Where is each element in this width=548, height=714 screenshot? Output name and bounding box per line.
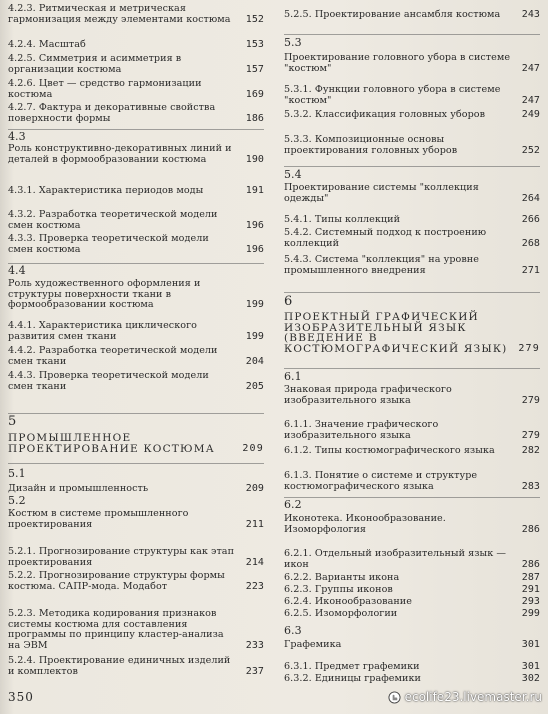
toc-page-number: 196 <box>245 243 264 255</box>
toc-entry-text: 4.4.1. Характеристика циклического развития смен ткани <box>8 320 197 342</box>
toc-page-number: 205 <box>245 380 264 392</box>
toc-entry <box>284 674 540 685</box>
toc-entry-text: 5.4.1. Типы коллекций <box>284 214 401 225</box>
toc-entry <box>8 656 264 677</box>
toc-page-number: 291 <box>521 584 540 595</box>
toc-entry-text: 6.1.3. Понятие о системе и структуре костюмографического языка <box>284 470 478 492</box>
toc-page-number: 247 <box>521 94 540 106</box>
toc-entry-text: Роль конструктивно-декоративных линий и деталей в формообразовании костюма <box>8 143 232 165</box>
toc-page-number: 249 <box>521 109 540 120</box>
section-number: 4.4 <box>8 264 26 277</box>
toc-entry <box>284 471 540 492</box>
toc-entry <box>8 79 264 100</box>
toc-entry-text: Графемика <box>284 639 342 650</box>
toc-page-number: 299 <box>521 608 540 619</box>
toc-entry-text: 4.2.6. Цвет — средство гармонизации костюма <box>8 78 202 100</box>
toc-entry <box>284 420 540 441</box>
toc-entry <box>284 549 540 570</box>
watermark-hand-icon <box>388 691 401 704</box>
toc-page-number: 268 <box>521 237 540 249</box>
section-heading <box>8 484 264 495</box>
toc-page-number: 211 <box>245 518 264 530</box>
toc-page-number: 279 <box>521 429 540 441</box>
section-rule <box>8 463 264 464</box>
toc-entry-text: 4.3.3. Проверка теоретической модели смен костюма <box>8 233 209 255</box>
toc-page-number: 214 <box>245 556 264 568</box>
toc-page-number: 266 <box>521 214 540 225</box>
toc-entry <box>284 446 540 457</box>
toc-page-number: 233 <box>245 639 264 651</box>
toc-page-number: 186 <box>245 112 264 124</box>
toc-entry <box>284 255 540 276</box>
chapter-rule <box>8 413 264 414</box>
toc-entry-text: 6.2.5. Изоморфологии <box>284 608 398 619</box>
toc-entry-text: 6.2.1. Отдельный изобразительный язык — икон <box>284 548 507 570</box>
toc-page-number: 196 <box>245 219 264 231</box>
toc-page-number: 283 <box>521 480 540 492</box>
section-heading <box>284 183 540 204</box>
toc-entry-text: 5.2.4. Проектирование единичных изделий и комплектов <box>8 655 231 677</box>
toc-entry <box>8 547 264 568</box>
toc-entry <box>8 103 264 124</box>
section-number: 5.1 <box>8 467 26 480</box>
toc-entry-text: 6.3.2. Единицы графемики <box>284 673 421 684</box>
watermark-text: ecolife23.livemaster.ru <box>404 690 542 704</box>
toc-entry-text: 5.3.2. Классификация головных уборов <box>284 109 486 120</box>
toc-entry-text: 5.2.1. Прогнозирование структуры как этап проектирования <box>8 546 235 568</box>
toc-entry <box>8 609 264 651</box>
toc-entry-text: ПРОЕКТНЫЙ ГРАФИЧЕСКИЙ ИЗОБРАЗИТЕЛЬНЫЙ ЯЗЫК (ВВЕДЕНИЕ В КОСТЮМОГРАФИЧЕСКИЙ ЯЗЫК) <box>284 311 508 355</box>
section-number: 5.3 <box>284 36 302 49</box>
watermark <box>388 690 542 704</box>
toc-page-number: 247 <box>521 62 540 74</box>
chapter-rule <box>284 292 540 293</box>
toc-page-number: 301 <box>521 639 540 650</box>
toc-entry-text: 4.4.2. Разработка теоретической модели смен ткани <box>8 345 218 367</box>
toc-entry <box>8 186 264 197</box>
section-rule <box>284 34 540 35</box>
toc-entry-text: Знаковая природа графического изобразительного языка <box>284 384 452 406</box>
toc-entry-text: Роль художественного оформления и структуры поверхности ткани в формообразовании костюма <box>8 278 201 310</box>
chapter-number: 5 <box>8 414 17 429</box>
toc-entry <box>284 110 540 121</box>
toc-page-number: 293 <box>521 596 540 607</box>
toc-entry-text: 4.2.4. Масштаб <box>8 39 86 50</box>
toc-entry <box>284 662 540 673</box>
section-rule <box>8 263 264 264</box>
toc-page-number: 152 <box>245 13 264 25</box>
toc-entry <box>8 234 264 255</box>
section-rule <box>284 166 540 167</box>
toc-page-number: 243 <box>521 9 540 20</box>
toc-page-number: 287 <box>521 572 540 583</box>
toc-entry <box>8 321 264 342</box>
toc-entry <box>284 597 540 608</box>
toc-page-number: 279 <box>518 342 540 354</box>
section-number: 6.3 <box>284 624 302 637</box>
toc-entry <box>284 215 540 226</box>
toc-entry <box>284 585 540 596</box>
section-heading <box>284 514 540 535</box>
toc-entry <box>284 609 540 620</box>
toc-entry-text: Дизайн и промышленность <box>8 483 149 494</box>
toc-entry-text: 4.3.2. Разработка теоретической модели смен костюма <box>8 209 218 231</box>
toc-page-number: 279 <box>521 394 540 406</box>
toc-entry <box>8 371 264 392</box>
section-heading <box>284 640 540 651</box>
toc-page-number: 282 <box>521 445 540 456</box>
chapter-title <box>284 312 540 354</box>
toc-page-number: 169 <box>245 88 264 100</box>
toc-page-number: 237 <box>245 665 264 677</box>
section-heading <box>284 53 540 74</box>
toc-entry-text: 5.4.2. Системный подход к построению коллекций <box>284 227 487 249</box>
toc-entry-text: Костюм в системе промышленного проектирования <box>8 508 189 530</box>
section-number: 4.3 <box>8 130 26 143</box>
toc-page-number: 209 <box>242 442 264 454</box>
section-rule <box>284 497 540 498</box>
toc-entry <box>284 573 540 584</box>
toc-entry-text: 5.4.3. Система "коллекция" на уровне промышленного внедрения <box>284 254 479 276</box>
toc-entry <box>284 135 540 156</box>
toc-entry <box>8 571 264 592</box>
section-heading <box>284 385 540 406</box>
toc-page-number: 264 <box>521 192 540 204</box>
toc-entry-text: 5.3.3. Композиционные основы проектирования головных уборов <box>284 134 458 156</box>
toc-entry-text: 6.2.2. Варианты икона <box>284 572 400 583</box>
toc-entry-text: Проектирование головного убора в системе "костюм" <box>284 52 511 74</box>
toc-entry <box>284 85 540 106</box>
toc-entry-text: 4.2.7. Фактура и декоративные свойства поверхности формы <box>8 102 216 124</box>
toc-page-number: 301 <box>521 661 540 672</box>
toc-page-number: 286 <box>521 558 540 570</box>
section-heading <box>8 279 264 311</box>
toc-entry <box>8 4 264 25</box>
toc-page-number: 204 <box>245 355 264 367</box>
toc-entry <box>284 228 540 249</box>
toc-entry-text: 6.2.3. Группы иконов <box>284 584 393 595</box>
toc-entry-text: 6.3.1. Предмет графемики <box>284 661 420 672</box>
toc-entry-text: 6.2.4. Иконообразование <box>284 596 412 607</box>
toc-page-number: 199 <box>245 330 264 342</box>
toc-entry-text: 5.2.5. Проектирование ансамбля костюма <box>284 9 501 20</box>
toc-page-number: 209 <box>245 483 264 494</box>
chapter-title <box>8 433 264 454</box>
toc-page-number: 286 <box>521 523 540 535</box>
toc-page-number: 191 <box>245 185 264 196</box>
toc-entry-text: Проектирование системы "коллекция одежды" <box>284 182 479 204</box>
toc-page-number: 223 <box>245 580 264 592</box>
toc-entry <box>8 54 264 75</box>
section-number: 6.1 <box>284 370 302 383</box>
toc-entry <box>8 40 264 51</box>
toc-page-number: 153 <box>245 39 264 50</box>
toc-entry-text: 5.2.3. Методика кодирования признаков системы костюма для составления программы по принципу кластер-анализа на ЭВМ <box>8 608 224 651</box>
toc-page-number: 157 <box>245 63 264 75</box>
toc-entry-text: 4.3.1. Характеристика периодов моды <box>8 185 204 196</box>
section-heading <box>8 509 264 530</box>
toc-page-number: 271 <box>521 264 540 276</box>
section-heading <box>8 144 264 165</box>
toc-entry-text: 4.2.3. Ритмическая и метрическая гармонизация между элементами костюма <box>8 3 231 25</box>
toc-entry <box>8 210 264 231</box>
toc-entry-text: 4.4.3. Проверка теоретической модели смен ткани <box>8 370 209 392</box>
toc-entry <box>8 346 264 367</box>
section-number: 6.2 <box>284 498 302 511</box>
toc-page-number: 190 <box>245 153 264 165</box>
toc-page-number: 252 <box>521 144 540 156</box>
toc-entry-text: Иконотека. Иконообразование. Изоморфология <box>284 513 446 535</box>
toc-entry-text: 6.1.1. Значение графического изобразительного языка <box>284 419 439 441</box>
toc-entry-text: 5.3.1. Функции головного убора в системе "костюм" <box>284 84 501 106</box>
toc-entry <box>284 10 540 21</box>
section-number: 5.4 <box>284 168 302 181</box>
section-number: 5.2 <box>8 494 26 507</box>
page-folio: 350 <box>8 690 34 704</box>
section-rule <box>8 129 264 130</box>
toc-entry-text: 5.2.2. Прогнозирование структуры формы костюма. САПР-мода. Модабот <box>8 570 225 592</box>
toc-page-number: 199 <box>245 299 264 310</box>
section-rule <box>284 368 540 369</box>
toc-page-number: 302 <box>521 673 540 684</box>
chapter-number: 6 <box>284 294 293 309</box>
toc-entry-text: 4.2.5. Симметрия и асимметрия в организации костюма <box>8 53 182 75</box>
toc-entry-text: 6.1.2. Типы костюмографического языка <box>284 445 495 456</box>
toc-entry-text: ПРОМЫШЛЕННОЕ ПРОЕКТИРОВАНИЕ КОСТЮМА <box>8 432 215 455</box>
